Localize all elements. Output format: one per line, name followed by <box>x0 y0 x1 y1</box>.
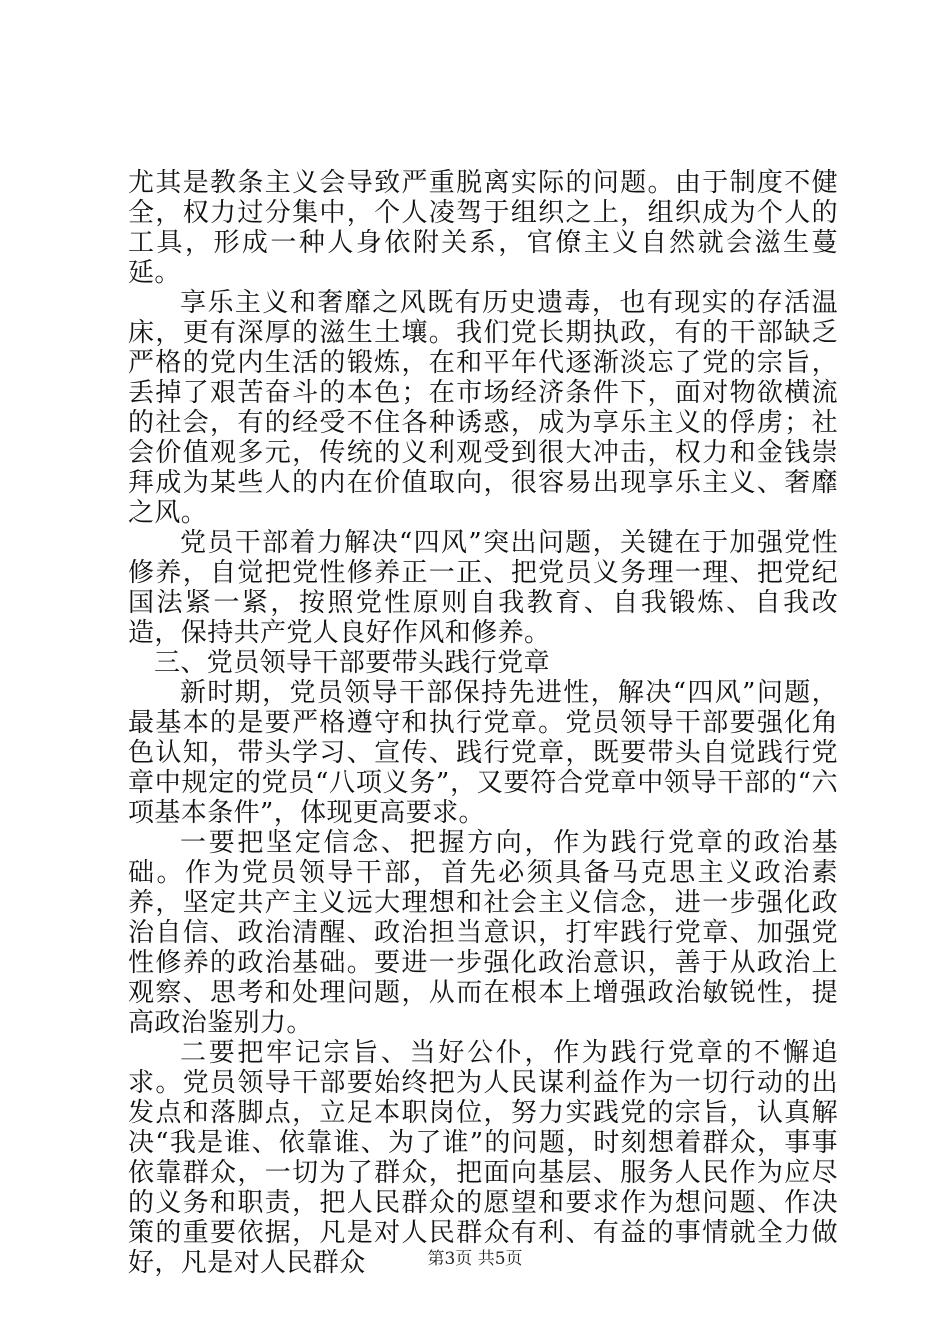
page-number-footer: 第3页 共5页 <box>427 1249 523 1269</box>
section-heading: 三、党员领导干部要带头践行党章 <box>154 648 551 678</box>
paragraph-hedonism: 享乐主义和奢靡之风既有历史遗毒，也有现实的存活温床，更有深厚的滋生土壤。我们党长期执政，有的干部缺乏严格的党内生活的锻炼，在和平年代逐渐淡忘了党的宗旨，丢掉了艰苦奋斗的本色；在市场经济条件下，面对物欲横流的社会，有的经受不住各种诱惑，成为享乐主义的俘虏；社会价值观多元，传统的义利观受到很大冲击，权力和金钱崇拜成为某些人的内在价值取向，很容易出现享乐主义、奢靡之风。 <box>128 288 838 528</box>
paragraph-party-spirit: 党员干部着力解决“四风”突出问题，关键在于加强党性修养，自觉把党性修养正一正、把党员义务理一理、把党纪国法紧一紧，按照党性原则自我教育、自我锻炼、自我改造，保持共产党人良好作风和修养。 <box>128 528 838 648</box>
paragraph-new-era: 新时期，党员领导干部保持先进性，解决“四风”问题，最基本的是要严格遵守和执行党章。党员领导干部要强化角色认知，带头学习、宣传、践行党章，既要带头自觉践行党章中规定的党员“八项义务”，又要符合党章中领导干部的“六项基本条件”，体现更高要求。 <box>128 678 838 828</box>
paragraph-first-point: 一要把坚定信念、把握方向，作为践行党章的政治基础。作为党员领导干部，首先必须具备马克思主义政治素养，坚定共产主义远大理想和社会主义信念，进一步强化政治自信、政治清醒、政治担当意识，打牢践行党章、加强党性修养的政治基础。要进一步强化政治意识，善于从政治上观察、思考和处理问题，从而在根本上增强政治敏锐性，提高政治鉴别力。 <box>128 828 838 1038</box>
paragraph-continuation: 尤其是教条主义会导致严重脱离实际的问题。由于制度不健全，权力过分集中，个人凌驾于组织之上，组织成为个人的工具，形成一种人身依附关系，官僚主义自然就会滋生蔓延。 <box>128 168 838 288</box>
paragraph-second-point: 二要把牢记宗旨、当好公仆，作为践行党章的不懈追求。党员领导干部要始终把为人民谋利益作为一切行动的出发点和落脚点，立足本职岗位，努力实践党的宗旨，认真解决“我是谁、依靠谁、为了谁”的问题，时刻想着群众，事事依靠群众，一切为了群众，把面向基层、服务人民作为应尽的义务和职责，把人民群众的愿望和要求作为想问题、作决策的重要依据，凡是对人民群众有利、有益的事情就全力做好，凡是对人民群众 <box>128 1038 838 1278</box>
document-body <box>128 168 838 1278</box>
